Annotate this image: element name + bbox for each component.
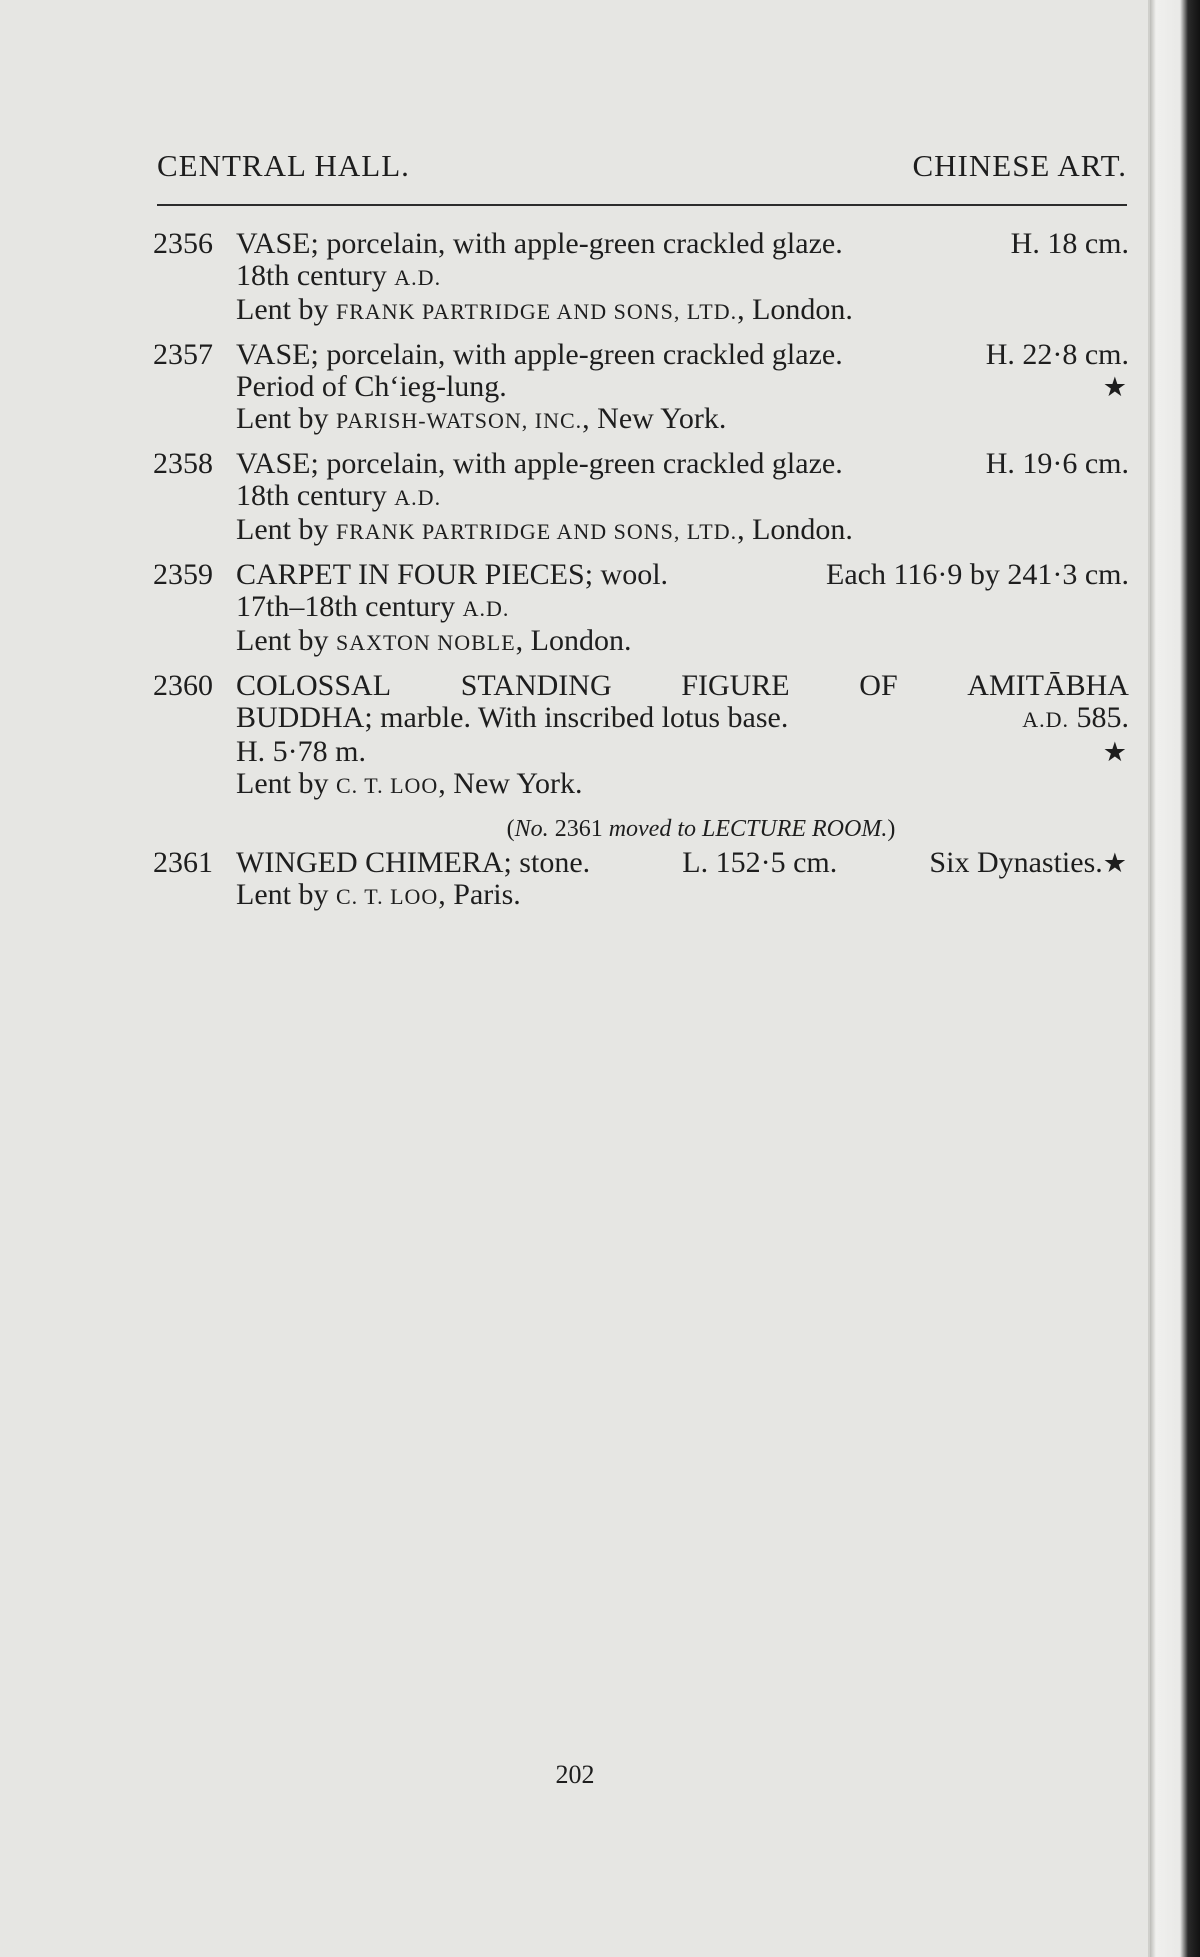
title-word: FIGURE (681, 669, 790, 702)
lender-place: , London. (737, 513, 853, 546)
entry-era: A.D. (394, 265, 442, 290)
lender-name: C. T. LOO (335, 884, 439, 909)
entry-title (236, 670, 1129, 702)
entry-era: A.D. (394, 485, 442, 510)
lender-name: SAXTON NOBLE (335, 630, 516, 655)
entry-number: 2358 (153, 447, 213, 480)
catalogue-entry (153, 448, 1129, 548)
note-number: 2361 (554, 816, 603, 842)
entry-title: WINGED CHIMERA (236, 846, 504, 879)
entry-year: 585. (1076, 701, 1129, 734)
entry-date: 17th–18th century (236, 590, 456, 623)
title-word: COLOSSAL (236, 669, 392, 702)
entry-dimensions: Each 116·9 by 241·3 cm. (826, 558, 1129, 591)
lender-place: , Paris. (438, 878, 521, 911)
lent-prefix: Lent by (236, 624, 329, 657)
entry-title: VASE (236, 338, 311, 371)
lender-place: , New York. (582, 402, 727, 435)
lender-place: , New York. (438, 767, 583, 800)
note-no: No. (514, 816, 549, 842)
lender-name: PARISH-WATSON, INC. (335, 408, 583, 433)
title-word: AMITĀBHA (967, 669, 1129, 702)
entry-era: A.D. (462, 596, 510, 621)
lender-place: , London. (737, 293, 853, 326)
entry-number: 2356 (153, 227, 213, 260)
entry-dimensions: L. 152·5 cm. (682, 846, 838, 879)
lender-name: FRANK PARTRIDGE AND SONS, LTD. (335, 299, 738, 324)
entry-description: ; stone. (503, 846, 591, 879)
entry-date: 18th century (236, 479, 387, 512)
entry-number: 2360 (153, 669, 213, 702)
lent-prefix: Lent by (236, 293, 329, 326)
lent-prefix: Lent by (236, 878, 329, 911)
entry-number: 2361 (153, 846, 213, 879)
entry-date: 18th century (236, 259, 387, 292)
lent-prefix: Lent by (236, 513, 329, 546)
entry-description: BUDDHA; marble. With inscribed lotus base. (236, 701, 789, 734)
entry-title: CARPET IN FOUR PIECES (236, 558, 585, 591)
entry-number: 2359 (153, 558, 213, 591)
page-number: 202 (555, 1760, 595, 1789)
star-icon: ★ (1102, 737, 1127, 767)
title-word: OF (859, 669, 898, 702)
catalogue-entry (153, 847, 1129, 913)
entry-description: ; wool. (584, 558, 669, 591)
entry-dimensions: H. 5·78 m. (236, 735, 366, 768)
entry-number: 2357 (153, 338, 213, 371)
entry-description: ; porcelain, with apple-green crackled glaze. (310, 338, 843, 371)
entry-description: ; porcelain, with apple-green crackled glaze. (310, 447, 843, 480)
entry-list (153, 228, 1129, 924)
entry-era: A.D. (1022, 707, 1069, 732)
catalogue-entry (153, 339, 1129, 437)
entry-dimensions: H. 18 cm. (1010, 227, 1129, 260)
header-rule (157, 204, 1127, 206)
catalogue-entry (153, 228, 1129, 328)
entry-period: Six Dynasties. (929, 846, 1103, 879)
note-moved: moved to LECTURE ROOM. (608, 816, 888, 842)
lent-prefix: Lent by (236, 402, 329, 435)
entry-title: VASE (236, 227, 311, 260)
category-title: CHINESE ART. (912, 148, 1127, 183)
lender-name: C. T. LOO (335, 773, 439, 798)
relocation-note: (No. 2361 moved to LECTURE ROOM.) (506, 816, 896, 842)
catalogue-entry (153, 670, 1129, 802)
catalogue-entry (153, 559, 1129, 659)
lender-place: , London. (515, 624, 632, 657)
star-icon: ★ (1102, 372, 1127, 402)
lent-prefix: Lent by (236, 767, 329, 800)
entry-description: ; porcelain, with apple-green crackled glaze. (310, 227, 843, 260)
entry-dimensions: H. 22·8 cm. (985, 338, 1129, 371)
star-icon: ★ (1102, 848, 1127, 878)
entry-title: VASE (236, 447, 311, 480)
book-edge (1150, 0, 1200, 1957)
section-title: CENTRAL HALL. (157, 148, 410, 183)
entry-date: Period of Ch‘ieg-lung. (236, 370, 507, 403)
running-head (157, 148, 1127, 184)
lender-name: FRANK PARTRIDGE AND SONS, LTD. (335, 519, 738, 544)
title-word: STANDING (460, 669, 612, 702)
entry-dimensions: H. 19·6 cm. (985, 447, 1129, 480)
